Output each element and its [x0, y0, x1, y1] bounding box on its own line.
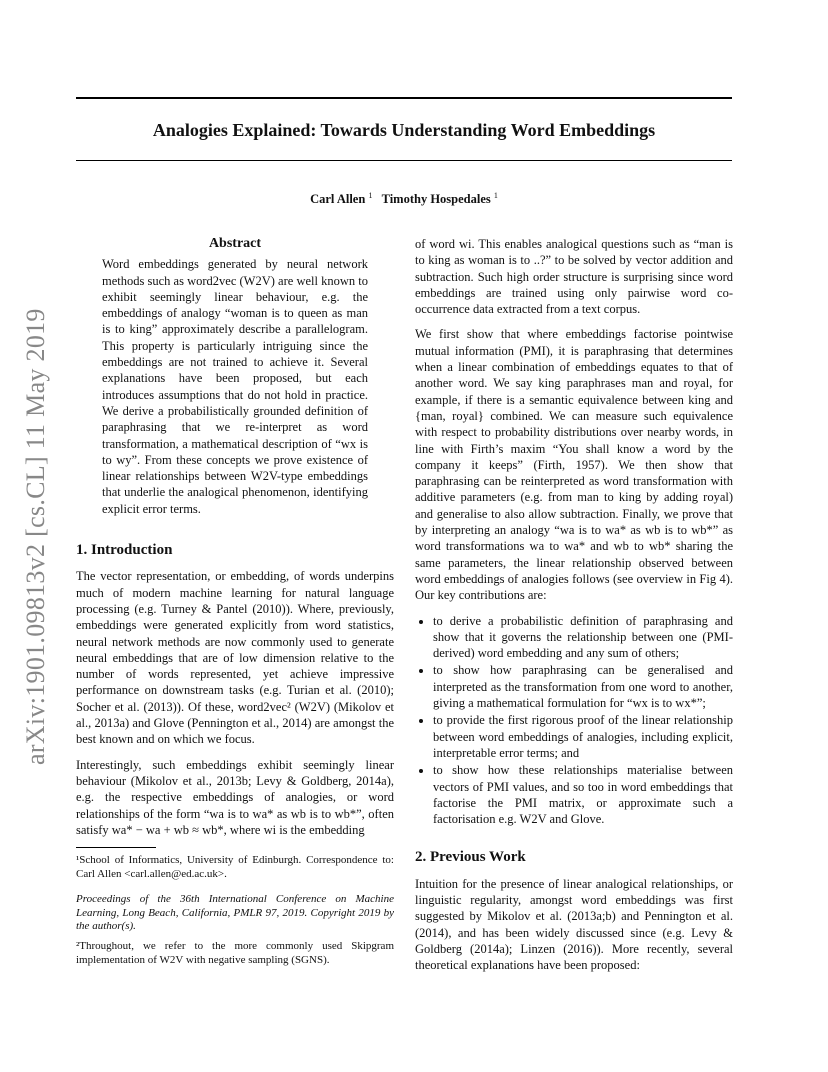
list-item: • to derive a probabilistic definition of paraphrasing and show that it governs the relationship between one (PMI-derived) word embedding and any sum of others; [433, 613, 733, 662]
footnote-rule [76, 847, 156, 848]
proceedings-note: Proceedings of the 36th International Conference on Machine Learning, Long Beach, California, PMLR 97, 2019. Copyright 2019 by the author(s). [76, 893, 394, 933]
list-item: • to show how these relationships materialise between vectors of PMI values, and so too in word embeddings that factorise the PMI matrix, or approximate such a factorisation e.g. W2V and Glove. [433, 762, 733, 827]
affiliation-mark: 1 [368, 191, 373, 200]
section-heading-previous-work: 2. Previous Work [415, 849, 526, 866]
author-line [76, 191, 732, 207]
intro-paragraph-1: The vector representation, or embedding, of words underpins much of modern machine learning for natural language processing (e.g. Turney & Pantel (2010)). Where, previously, embeddings were generated explicitly from word statistics, neural network methods are now commonly used to generate neural embeddings that are of low dimension relative to the number of words represented, yet achieve impressive performance on downstream tasks (e.g. Turian et al. (2010); Socher et al. (2013)). Of these, word2vec² (W2V) (Mikolov et al., 2013a) and Glove (Pennington et al., 2014) are amongst the best known and on which we focus. [76, 569, 394, 747]
right-paragraph-2: We first show that where embeddings factorise pointwise mutual information (PMI), it is paraphrasing that determines when a linear combination of embeddings equates to that of another word. We say king paraphrases man and royal, for example, if there is a semantic equivalence between king and {man, royal} combined. We can measure such equivalence with respect to probability distributions over nearby words, in line with Firth’s maxim “You shall know a word by the company it keeps” (Firth, 1957). We then show that paraphrasing can be reinterpreted as word transformation with additive parameters (e.g. from man to king by adding royal) and generalise to also allow subtraction. Finally, we prove that by interpreting an analogy “wa is to wa* as wb is to wb*” as word transformations wa to wa* and wb to wb* sharing the same parameters, the linear relationship observed between word embeddings of analogies follows (see overview in Fig 4). Our key contributions are: [415, 327, 733, 603]
footnote-affiliation: ¹School of Informatics, University of Edinburgh. Correspondence to: Carl Allen <carl.allen@ed.ac.uk>. [76, 854, 394, 880]
affiliation-mark: 1 [493, 191, 498, 200]
intro-paragraph-2: Interestingly, such embeddings exhibit seemingly linear behaviour (Mikolov et al., 2013b; Levy & Goldberg, 2014a), e.g. the respective embeddings of analogies, or word relationships of the form “wa is to wa* as wb is to wb*”, often satisfy wa* − wa + wb ≈ wb*, where wi is the embedding [76, 757, 394, 837]
previous-work-paragraph: Intuition for the presence of linear analogical relationships, or linguistic regularity, amongst word embeddings was first suggested by Mikolov et al. (2013a;b) and Pennington et al. (2014), and has been widely discussed since (e.g. Levy & Goldberg (2014a); Linzen (2016)). More recently, several theoretical explanations have been proposed: [415, 876, 733, 973]
abstract-text: Word embeddings generated by neural network methods such as word2vec (W2V) are well known to exhibit seemingly linear behaviour, e.g. the embeddings of analogy “woman is to queen as man is to king” approximately describe a parallelogram. This property is particularly intriguing since the embeddings are not trained to achieve it. Several explanations have been proposed, but each introduces assumptions that do not hold in practice. We derive a probabilistically grounded definition of paraphrasing that we re-interpret as word transformation, a mathematical description of “wx is to wy”. From these concepts we prove existence of linear relationships between W2V-type embeddings that underlie the analogical phenomenon, identifying explicit error terms. [102, 257, 368, 516]
author-name: Carl Allen [310, 192, 366, 207]
left-column [76, 236, 394, 973]
author-name: Timothy Hospedales [381, 192, 491, 207]
right-paragraph-1: of word wi. This enables analogical questions such as “man is to king as woman is to ..?” to be solved by vector addition and subtraction. Such high order structure is surprising since word embeddings are trained using only pairwise word co-occurrence data extracted from a text corpus. [415, 237, 733, 317]
paper-title: Analogies Explained: Towards Understanding Word Embeddings [152, 120, 656, 140]
title-top-rule [76, 97, 732, 99]
list-item: • to provide the first rigorous proof of the linear relationship between word embeddings of analogies, including explicit, interpretable error terms; and [433, 712, 733, 761]
abstract-heading: Abstract [208, 236, 262, 251]
footnote-skipgram: ²Throughout, we refer to the more commonly used Skipgram implementation of W2V with negative sampling (SGNS). [76, 940, 394, 966]
title-bottom-rule [76, 160, 732, 161]
arxiv-side-stamp: arXiv:1901.09813v2 [cs.CL] 11 May 2019 [21, 308, 50, 765]
contributions-list [415, 613, 733, 828]
list-item: • to show how paraphrasing can be generalised and interpreted as the transformation from one word to another, giving a mathematical formulation for “wx is to wx*”; [433, 662, 733, 711]
section-heading-introduction: 1. Introduction [76, 542, 173, 559]
right-column [415, 236, 733, 982]
